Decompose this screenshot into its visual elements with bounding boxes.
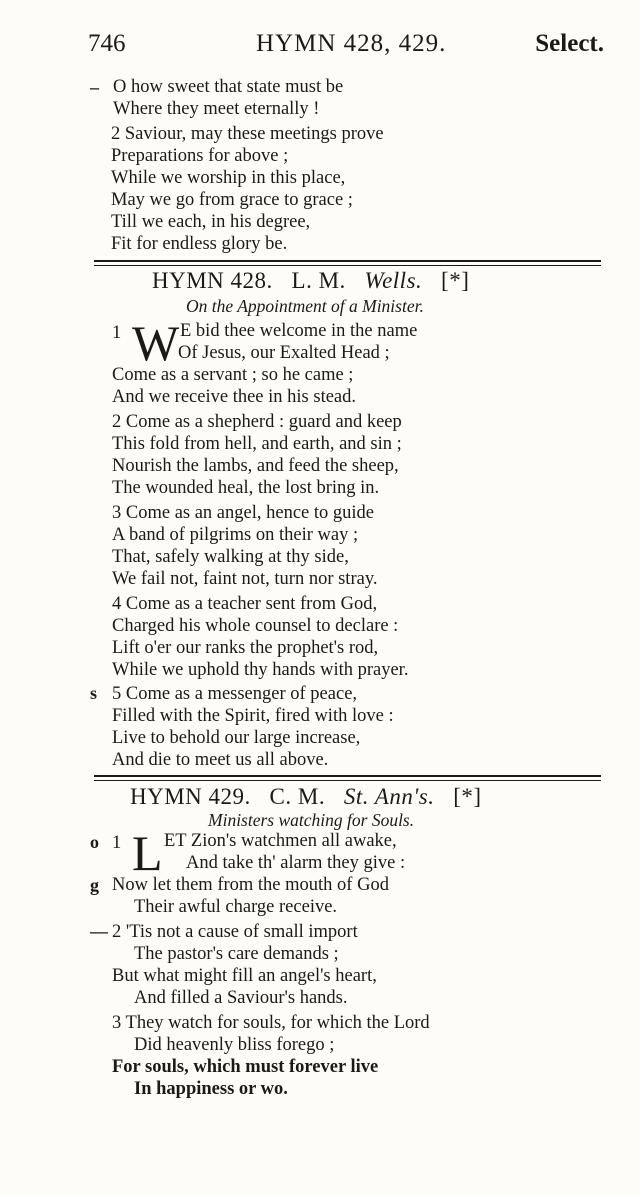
verse-line: A band of pilgrims on their way ; bbox=[112, 525, 359, 545]
verse-line: 2 Come as a shepherd : guard and keep bbox=[112, 412, 402, 432]
drop-cap: L bbox=[132, 825, 163, 881]
page-header bbox=[88, 30, 604, 64]
section-label: Select. bbox=[535, 30, 604, 57]
verse-line: Fit for endless glory be. bbox=[111, 234, 288, 254]
hymn-429-heading bbox=[130, 784, 482, 810]
hymn-subtitle: On the Appointment of a Minister. bbox=[186, 296, 424, 316]
verse-line: Charged his whole counsel to declare : bbox=[112, 616, 399, 636]
verse-line: While we uphold thy hands with prayer. bbox=[112, 660, 409, 680]
verse-number: 1 bbox=[112, 833, 122, 853]
verse-line: And filled a Saviour's hands. bbox=[134, 988, 348, 1008]
section-divider bbox=[94, 775, 601, 777]
verse-line: 5 Come as a messenger of peace, bbox=[112, 684, 358, 704]
verse-line: 3 They watch for souls, for which the Lord bbox=[112, 1013, 430, 1033]
verse-line: Lift o'er our ranks the prophet's rod, bbox=[112, 638, 379, 658]
hymn-428-heading bbox=[152, 268, 469, 294]
hymn-subtitle: Ministers watching for Souls. bbox=[208, 810, 415, 830]
verse-line: E bid thee welcome in the name bbox=[180, 321, 418, 341]
verse-line: And die to meet us all above. bbox=[112, 750, 329, 770]
section-divider-thin bbox=[94, 780, 601, 781]
section-divider-thin bbox=[94, 265, 601, 266]
verse-line: In happiness or wo. bbox=[134, 1079, 288, 1099]
verse-line: Live to behold our large increase, bbox=[112, 728, 361, 748]
hymn-number: HYMN 429. bbox=[130, 784, 251, 809]
verse-line: 3 Come as an angel, hence to guide bbox=[112, 503, 374, 523]
verse-line: Filled with the Spirit, fired with love : bbox=[112, 706, 394, 726]
verse-line: This fold from hell, and earth, and sin ; bbox=[112, 434, 402, 454]
section-divider bbox=[94, 260, 601, 262]
page-number: 746 bbox=[88, 30, 126, 57]
verse-line: And take th' alarm they give : bbox=[186, 853, 406, 873]
drop-cap: W bbox=[132, 315, 180, 371]
verse-line: The wounded heal, the lost bring in. bbox=[112, 478, 380, 498]
verse-line: Preparations for above ; bbox=[111, 146, 289, 166]
verse-number: 1 bbox=[112, 323, 122, 343]
dynamics-mark: g bbox=[90, 875, 99, 895]
verse-line: Till we each, in his degree, bbox=[111, 212, 311, 232]
verse-line: And we receive thee in his stead. bbox=[112, 387, 357, 407]
verse-line: O how sweet that state must be bbox=[113, 77, 344, 97]
verse-line: Nourish the lambs, and feed the sheep, bbox=[112, 456, 399, 476]
hymn-tune: St. Ann's. bbox=[343, 784, 435, 809]
dash-mark: – bbox=[90, 77, 99, 97]
hymn-meter: C. M. bbox=[269, 784, 326, 809]
verse-line: Their awful charge receive. bbox=[134, 897, 338, 917]
hymn-star: [*] bbox=[441, 268, 470, 293]
verse-line: But what might fill an angel's heart, bbox=[112, 966, 377, 986]
verse-line: 4 Come as a teacher sent from God, bbox=[112, 594, 378, 614]
verse-line: For souls, which must forever live bbox=[112, 1057, 379, 1077]
verse-line: Where they meet eternally ! bbox=[113, 99, 320, 119]
hymn-meter: L. M. bbox=[291, 268, 346, 293]
verse-line: May we go from grace to grace ; bbox=[111, 190, 353, 210]
dash-mark: — bbox=[90, 921, 108, 941]
verse-line: While we worship in this place, bbox=[111, 168, 346, 188]
verse-line: Now let them from the mouth of God bbox=[112, 875, 389, 895]
hymn-tune: Wells. bbox=[364, 268, 423, 293]
verse-line: 2 'Tis not a cause of small import bbox=[112, 922, 358, 942]
verse-line: Come as a servant ; so he came ; bbox=[112, 365, 354, 385]
verse-line: 2 Saviour, may these meetings prove bbox=[111, 124, 384, 144]
verse-line: ET Zion's watchmen all awake, bbox=[164, 831, 397, 851]
verse-line: Of Jesus, our Exalted Head ; bbox=[178, 343, 390, 363]
running-title: HYMN 428, 429. bbox=[256, 30, 447, 57]
dynamics-mark: s bbox=[90, 683, 98, 703]
verse-line: We fail not, faint not, turn nor stray. bbox=[112, 569, 378, 589]
verse-line: That, safely walking at thy side, bbox=[112, 547, 349, 567]
dynamics-mark: o bbox=[90, 832, 99, 852]
verse-line: The pastor's care demands ; bbox=[134, 944, 339, 964]
hymn-number: HYMN 428. bbox=[152, 268, 273, 293]
verse-line: Did heavenly bliss forego ; bbox=[134, 1035, 335, 1055]
hymn-star: [*] bbox=[453, 784, 482, 809]
